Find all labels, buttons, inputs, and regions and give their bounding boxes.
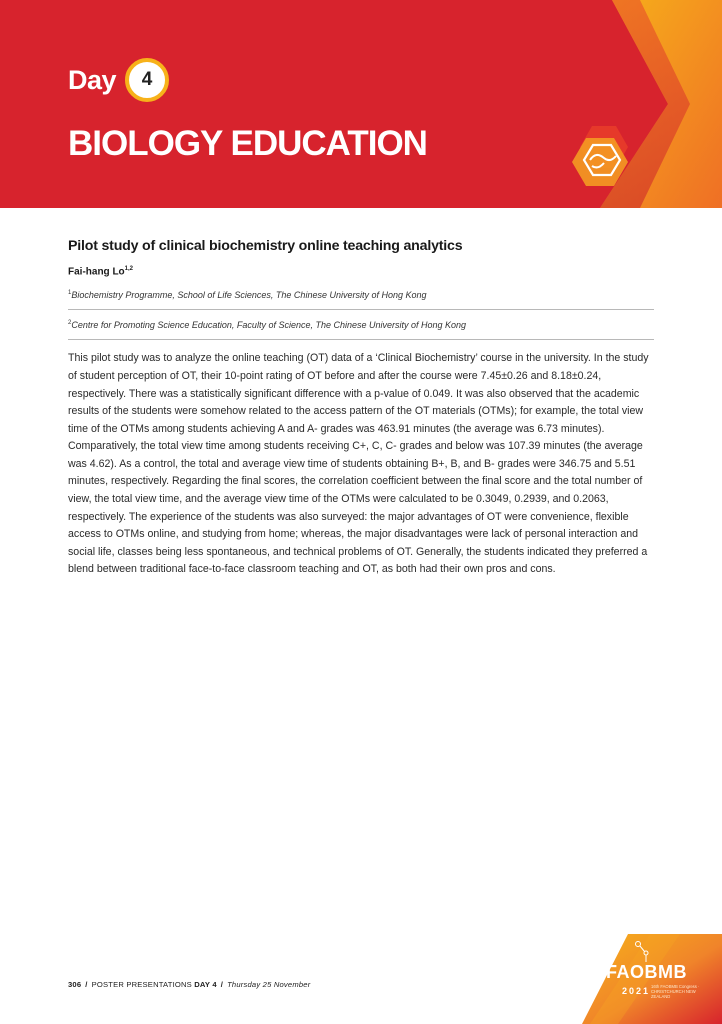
author-line [68, 266, 654, 277]
header-decoration [0, 0, 722, 208]
footer-separator: / [220, 980, 224, 989]
page-footer [68, 980, 310, 989]
affiliation-mark: 2 [68, 320, 72, 327]
abstract [68, 238, 654, 579]
abstract-title: Pilot study of clinical biochemistry online teaching analytics [68, 238, 463, 254]
section-title: BIOLOGY EDUCATION [68, 124, 427, 163]
page-number: 306 [68, 980, 82, 989]
footer-section: POSTER PRESENTATIONS [91, 980, 192, 989]
abstract-body: This pilot study was to analyze the online teaching (OT) data of a ‘Clinical Biochemistry’ course in the university. In the study of student perception of OT, their 10-point rating of OT before and after the course were 7.45±0.26 and 8.18±0.24, respectively. There was a statistically significant difference with a p-value of 0.049. It was also observed that the academic results of the students were somehow related to the access pattern of the OT materials (OTMs); for example, the total view time of the OTMs among students achieving A and A- grades was 463.91 minutes (the average was 6.73 minutes). Comparatively, the total view time among students receiving C+, C, C- grades and below was 107.39 minutes (the average was 4.62). As a control, the total and average view time of students obtaining B+, B, and B- grades were 346.75 and 5.51 minutes, respectively. Regarding the final scores, the correlation coefficient between the final score and the total number of view, the total view time, and the average view time of the OTMs were calculated to be 0.3049, 0.2939, and 0.2063, respectively. The experience of the students was also surveyed: the major advantages of OT were convenience, flexible access to OTMs online, and studying from home; whereas, the major disadvantages were lack of personal interaction and social life, classes being less spontaneous, and technical problems of OT. Generally, the students indicated they preferred a blend between traditional face-to-face classroom teaching and OT, as both had their own pros and cons. [68, 352, 649, 576]
footer-day: DAY 4 [194, 980, 217, 989]
day-number-badge: 4 [125, 58, 169, 102]
day-indicator [68, 58, 169, 102]
author-name: Fai-hang Lo [68, 266, 125, 278]
footer-date: Thursday 25 November [227, 980, 311, 989]
footer-separator: / [85, 980, 88, 989]
faobmb-logo: FAOBMB [606, 962, 687, 982]
logo-subtitle: 16th FAOBMB Congress · CHRISTCHURCH NEW ZEALAND [651, 984, 700, 999]
affiliation-text: Centre for Promoting Science Education, Faculty of Science, The Chinese University of Hong Kong [71, 320, 467, 331]
author-affiliation-marks: 1,2 [124, 266, 134, 272]
affiliation-text: Biochemistry Programme, School of Life Sciences, The Chinese University of Hong Kong [71, 290, 427, 301]
page-header-banner [0, 0, 722, 208]
affiliation-1 [68, 288, 654, 310]
logo-year: 2021 [622, 986, 651, 996]
affiliation-mark: 1 [68, 290, 72, 297]
day-label: Day [68, 64, 117, 95]
affiliation-2 [68, 318, 654, 340]
hexagon-emblem-icon [572, 126, 628, 186]
